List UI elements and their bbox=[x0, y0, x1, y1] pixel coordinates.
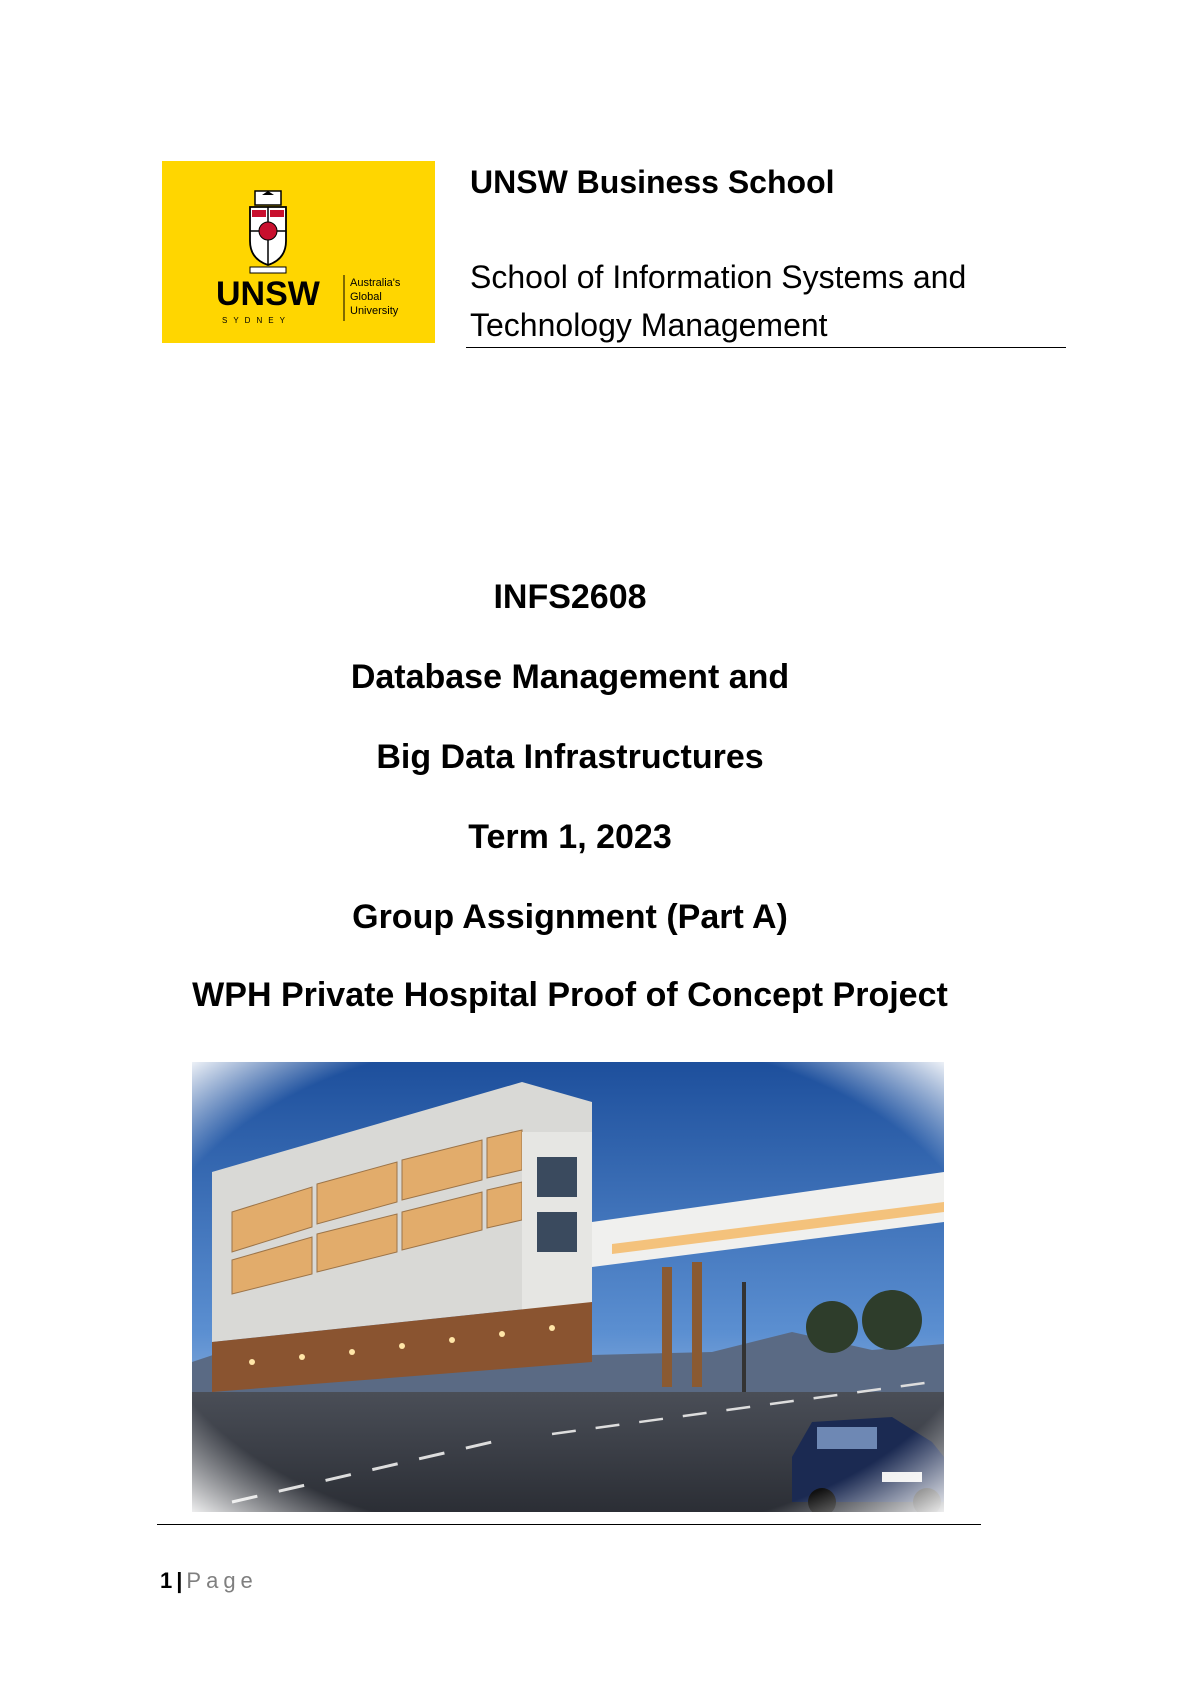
unsw-wordmark: UNSW bbox=[216, 275, 320, 313]
header-divider bbox=[466, 347, 1066, 348]
department-line-1: School of Information Systems and bbox=[470, 259, 967, 295]
footer-divider bbox=[157, 1524, 981, 1525]
page-number: 1 bbox=[160, 1568, 173, 1593]
course-name-line-1: Database Management and bbox=[350, 658, 790, 696]
unsw-tagline-2: Global bbox=[350, 291, 382, 303]
unsw-logo bbox=[162, 161, 435, 343]
unsw-tagline-1: Australia's bbox=[350, 277, 401, 289]
unsw-tagline-3: University bbox=[350, 305, 399, 317]
school-name: UNSW Business School bbox=[470, 164, 835, 200]
page-separator: | bbox=[176, 1568, 183, 1593]
course-code: INFS2608 bbox=[493, 578, 647, 616]
department-line-2: Technology Management bbox=[470, 307, 828, 343]
course-name-line-2: Big Data Infrastructures bbox=[376, 738, 764, 776]
unsw-city: SYDNEY bbox=[222, 316, 291, 325]
project-title: WPH Private Hospital Proof of Concept Project bbox=[192, 976, 948, 1014]
page-footer bbox=[160, 1568, 258, 1594]
department-name bbox=[470, 253, 1070, 349]
term: Term 1, 2023 bbox=[468, 818, 672, 856]
page-label: Page bbox=[186, 1568, 258, 1593]
hospital-building-photo bbox=[192, 1062, 944, 1512]
assignment-title: Group Assignment (Part A) bbox=[352, 898, 788, 936]
